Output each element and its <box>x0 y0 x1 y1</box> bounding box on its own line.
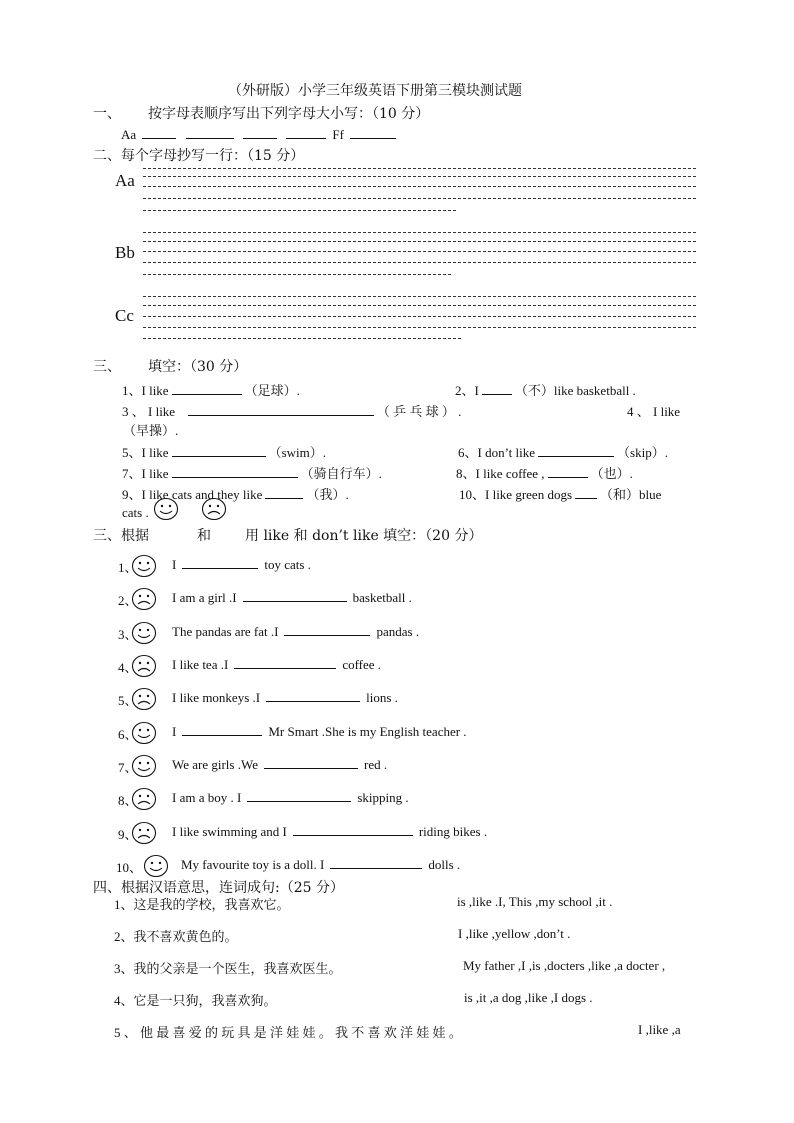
copy-letter-aa: Aa <box>115 171 135 190</box>
sentence-item-2-cn: 2、我不喜欢黄色的。 <box>114 929 238 944</box>
section-2-heading: 二、每个字母抄写一行：（15 分） <box>93 148 305 164</box>
copy-line[interactable] <box>143 305 696 306</box>
sentence-item-3-cn: 3、我的父亲是一个医生，我喜欢医生。 <box>114 961 342 976</box>
happy-face-icon <box>131 621 157 645</box>
copy-line[interactable] <box>143 241 696 242</box>
fill-item-8: 8、I like coffee , （也）. <box>456 466 633 481</box>
copy-line[interactable] <box>143 168 696 169</box>
sad-face-icon <box>131 687 157 711</box>
sad-face-icon <box>131 587 157 611</box>
fill-item-5: 5、I like （swim）. <box>122 445 326 460</box>
section-1-number: 一、 <box>93 106 121 122</box>
answer-blank[interactable] <box>188 404 374 416</box>
answer-blank[interactable] <box>243 127 277 139</box>
answer-blank[interactable] <box>264 757 358 769</box>
item-number: 9、 <box>118 827 138 842</box>
fill-item-2: 2、I （不）like basketball . <box>455 383 636 398</box>
item-number: 7、 <box>118 760 138 775</box>
item-number: 2、 <box>118 593 138 608</box>
answer-blank[interactable] <box>482 383 512 395</box>
answer-blank[interactable] <box>350 127 396 139</box>
sad-face-icon <box>131 654 157 678</box>
fill-item-6: 6、I don’t like （skip）. <box>458 445 668 460</box>
sentence-item-3-en: My father ,I ,is ,docters ,like ,a docter , <box>463 958 666 973</box>
copy-line[interactable] <box>143 316 696 317</box>
sentence-item-1-en: is ,like .I, This ,my school ,it . <box>457 894 613 909</box>
letter-start: Aa <box>121 127 137 142</box>
like-dislike-item: The pandas are fat .I pandas . <box>172 624 420 639</box>
fill-item-4: 4 、 I like <box>627 404 681 419</box>
sentence-item-4-cn: 4、它是一只狗，我喜欢狗。 <box>114 993 277 1008</box>
section-4-mid: 和 <box>197 528 211 544</box>
item-number: 6、 <box>118 727 138 742</box>
answer-blank[interactable] <box>247 790 351 802</box>
answer-blank[interactable] <box>330 857 422 869</box>
answer-blank[interactable] <box>265 487 303 499</box>
like-dislike-item: I toy cats . <box>172 557 311 572</box>
like-dislike-item: We are girls .We red . <box>172 757 388 772</box>
section-1-answer-line <box>121 127 399 143</box>
answer-blank[interactable] <box>293 824 413 836</box>
copy-line[interactable] <box>143 210 456 211</box>
section-4-prefix: 三、根据 <box>93 528 149 544</box>
page-title: （外研版）小学三年级英语下册第三模块测试题 <box>228 83 522 99</box>
sad-face-icon <box>201 497 227 521</box>
answer-blank[interactable] <box>575 487 597 499</box>
copy-line[interactable] <box>143 338 461 339</box>
sad-face-icon <box>131 821 157 845</box>
answer-blank[interactable] <box>182 724 262 736</box>
fill-item-10: 10、I like green dogs （和）blue <box>459 487 662 502</box>
answer-blank[interactable] <box>234 657 336 669</box>
sad-face-icon <box>131 787 157 811</box>
letter-end: Ff <box>332 127 344 142</box>
sentence-item-2-en: I ,like ,yellow ,don’t . <box>458 926 571 941</box>
copy-line[interactable] <box>143 198 696 199</box>
fill-item-4-hint: （早操）. <box>123 423 179 438</box>
sentence-item-1-cn: 1、这是我的学校，我喜欢它。 <box>114 897 290 912</box>
fill-item-9: 9、I like cats and they like （我）. <box>122 487 349 502</box>
copy-line[interactable] <box>143 327 696 328</box>
item-number: 10、 <box>116 860 143 875</box>
answer-blank[interactable] <box>266 690 360 702</box>
like-dislike-item: I Mr Smart .She is my English teacher . <box>172 724 467 739</box>
item-number: 3、 <box>118 627 138 642</box>
item-number: 4、 <box>118 660 138 675</box>
fill-item-10-cont: cats . <box>122 505 149 520</box>
copy-line[interactable] <box>143 186 696 187</box>
copy-letter-bb: Bb <box>115 243 135 262</box>
section-4-heading: 用 like 和 don’t like 填空：（20 分） <box>245 528 483 544</box>
answer-blank[interactable] <box>243 590 347 602</box>
copy-line[interactable] <box>143 176 696 177</box>
fill-item-3: 3 、 I like （ 乒 乓 球 ） . <box>122 404 462 419</box>
section-5-heading: 四、根据汉语意思，连词成句:（25 分） <box>93 880 344 896</box>
like-dislike-item: My favourite toy is a doll. I dolls . <box>181 857 461 872</box>
section-1-heading: 按字母表顺序写出下列字母大小写：（10 分） <box>148 106 430 122</box>
section-3-number: 三、 <box>93 359 121 375</box>
happy-face-icon <box>131 554 157 578</box>
happy-face-icon <box>153 497 179 521</box>
happy-face-icon <box>131 721 157 745</box>
copy-line[interactable] <box>143 251 696 252</box>
copy-line[interactable] <box>143 232 696 233</box>
copy-letter-cc: Cc <box>115 306 134 325</box>
answer-blank[interactable] <box>142 127 176 139</box>
happy-face-icon <box>131 754 157 778</box>
like-dislike-item: I am a girl .I basketball . <box>172 590 412 605</box>
fill-item-1: 1、I like （足球）. <box>122 383 300 398</box>
answer-blank[interactable] <box>186 127 234 139</box>
answer-blank[interactable] <box>182 557 258 569</box>
like-dislike-item: I like monkeys .I lions . <box>172 690 398 705</box>
answer-blank[interactable] <box>172 466 298 478</box>
answer-blank[interactable] <box>284 624 370 636</box>
answer-blank[interactable] <box>172 445 266 457</box>
copy-line[interactable] <box>143 274 451 275</box>
sentence-item-4-en: is ,it ,a dog ,like ,I dogs . <box>464 990 593 1005</box>
like-dislike-item: I like tea .I coffee . <box>172 657 382 672</box>
sentence-item-5-en: I ,like ,a <box>638 1022 681 1037</box>
answer-blank[interactable] <box>538 445 614 457</box>
copy-line[interactable] <box>143 296 696 297</box>
item-number: 5、 <box>118 693 138 708</box>
answer-blank[interactable] <box>548 466 588 478</box>
happy-face-icon <box>143 854 169 878</box>
item-number: 8、 <box>118 793 138 808</box>
copy-line[interactable] <box>143 262 696 263</box>
section-3-heading: 填空：（30 分） <box>148 359 248 375</box>
sentence-item-5-cn: 5 、 他 最 喜 爱 的 玩 具 是 洋 娃 娃 。 我 不 喜 欢 洋 娃 娃 。 <box>114 1025 462 1040</box>
answer-blank[interactable] <box>172 383 242 395</box>
answer-blank[interactable] <box>286 127 326 139</box>
item-number: 1、 <box>118 560 138 575</box>
like-dislike-item: I like swimming and I riding bikes . <box>172 824 488 839</box>
fill-item-7: 7、I like （骑自行车）. <box>122 466 382 481</box>
like-dislike-item: I am a boy . I skipping . <box>172 790 409 805</box>
